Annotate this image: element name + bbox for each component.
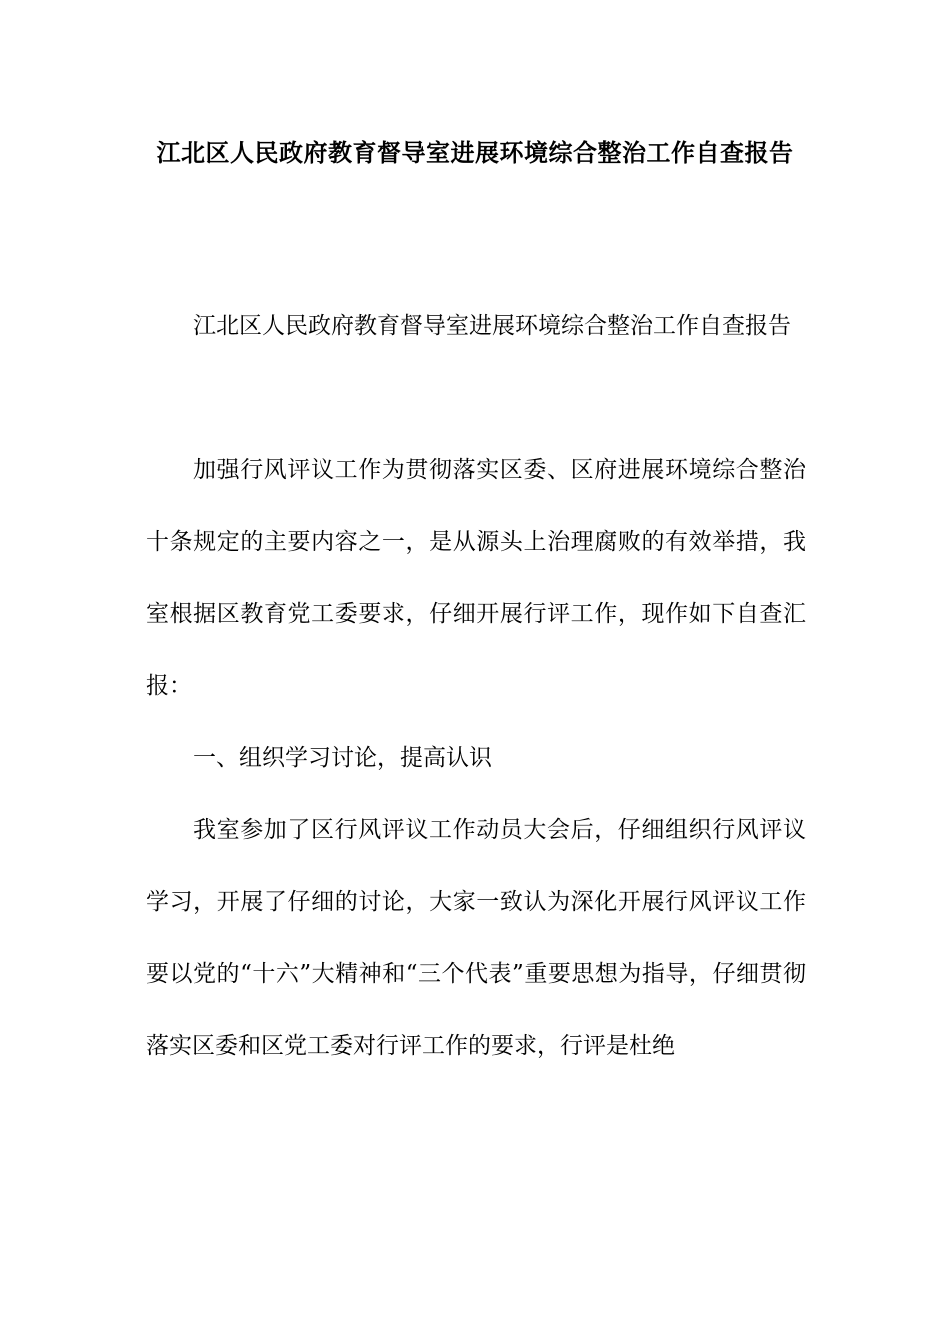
paragraph-section-1: 我室参加了区行风评议工作动员大会后，仔细组织行风评议学习，开展了仔细的讨论，大家一致认为深化开展行风评议工作要以党的“十六”大精神和“三个代表”重要思想为指导，仔细贯彻落实区委和区党工委对行评工作的要求，行评是杜绝 xyxy=(146,817,806,1059)
paragraph-intro: 加强行风评议工作为贯彻落实区委、区府进展环境综合整治十条规定的主要内容之一，是从源头上治理腐败的有效举措，我室根据区教育党工委要求，仔细开展行评工作，现作如下自查汇报： xyxy=(146,457,806,699)
paragraph-subtitle: 江北区人民政府教育督导室进展环境综合整治工作自查报告 xyxy=(193,313,791,339)
document-title: 江北区人民政府教育督导室进展环境综合整治工作自查报告 xyxy=(156,138,794,167)
blank-line xyxy=(146,362,806,434)
section-heading-1: 一、组织学习讨论，提高认识 xyxy=(193,745,492,771)
document-body xyxy=(146,290,806,1082)
